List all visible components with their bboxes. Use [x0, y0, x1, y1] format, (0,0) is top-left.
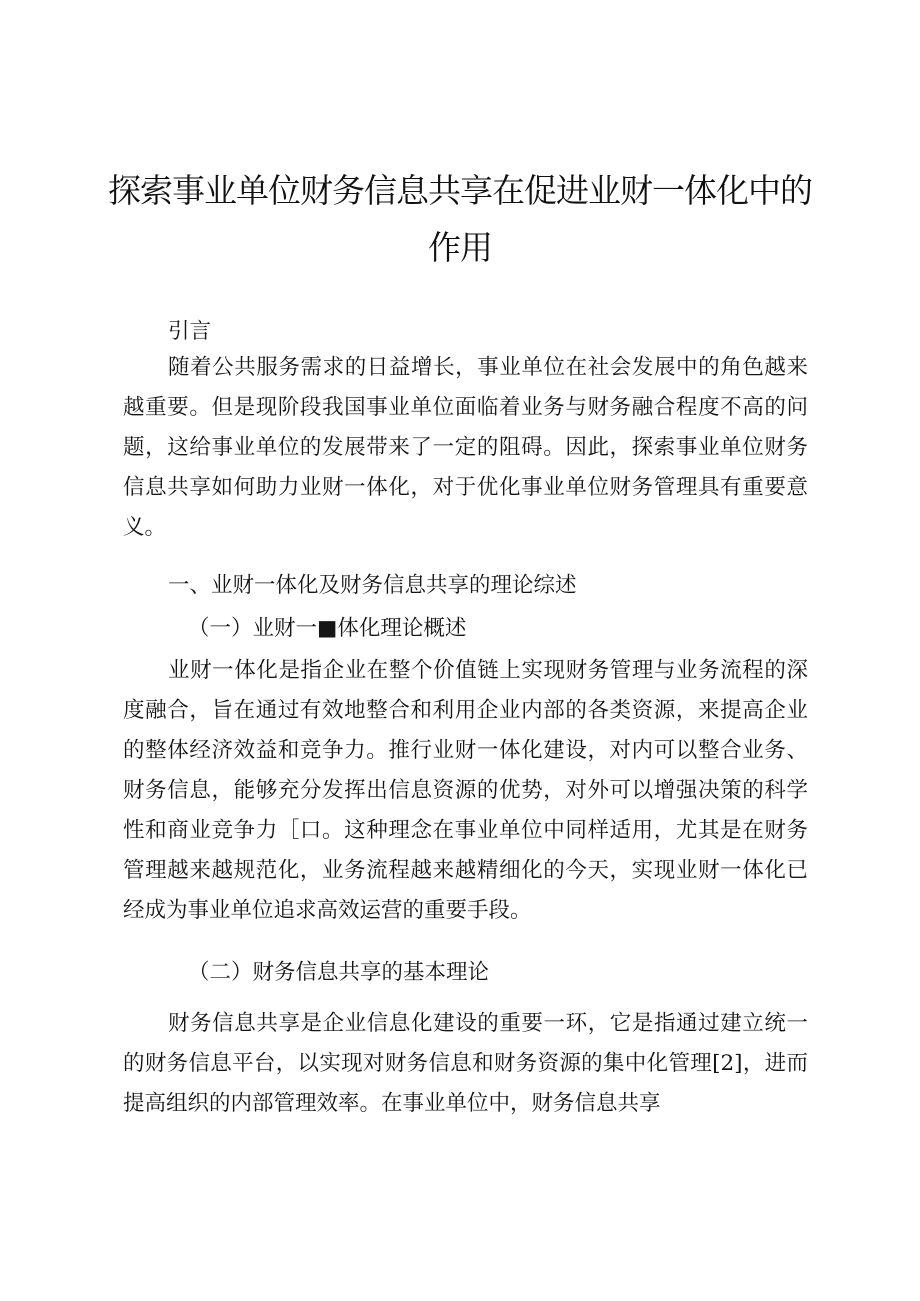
- subsection1-heading: （一）业财一■体化理论概述: [188, 616, 467, 641]
- subsection1-paragraph: 业财一体化是指企业在整个价值链上实现财务管理与业务流程的深度融合，旨在通过有效地整合和利用企业内部的各类资源，来提高企业的整体经济效益和竞争力。推行业财一体化建设，对内可以整合业务、财务信息，能够充分发挥出信息资源的优势，对外可以增强决策的科学性和商业竞争力［口。这种理念在事业单位中同样适用，尤其是在财务管理越来越规范化，业务流程越来越精细化的今天，实现业财一体化已经成为事业单位追求高效运营的重要手段。: [123, 658, 808, 923]
- intro-paragraph: 随着公共服务需求的日益增长，事业单位在社会发展中的角色越来越重要。但是现阶段我国事业单位面临着业务与财务融合程度不高的问题，这给事业单位的发展带来了一定的阻碍。因此，探索事业单位财务信息共享如何助力业财一体化，对于优化事业单位财务管理具有重要意义。: [123, 355, 808, 540]
- section1-heading: 一、业财一体化及财务信息共享的理论综述: [168, 573, 577, 598]
- document-title: 探索事业单位财务信息共享在促进业财一体化中的作用: [108, 171, 812, 267]
- subsection2-paragraph: 财务信息共享是企业信息化建设的重要一环，它是指通过建立统一的财务信息平台，以实现对财务信息和财务资源的集中化管理[2]，进而提高组织的内部管理效率。在事业单位中，财务信息共享: [123, 1011, 808, 1116]
- subsection2-heading: （二）财务信息共享的基本理论: [188, 960, 490, 985]
- intro-label: 引言: [168, 319, 212, 344]
